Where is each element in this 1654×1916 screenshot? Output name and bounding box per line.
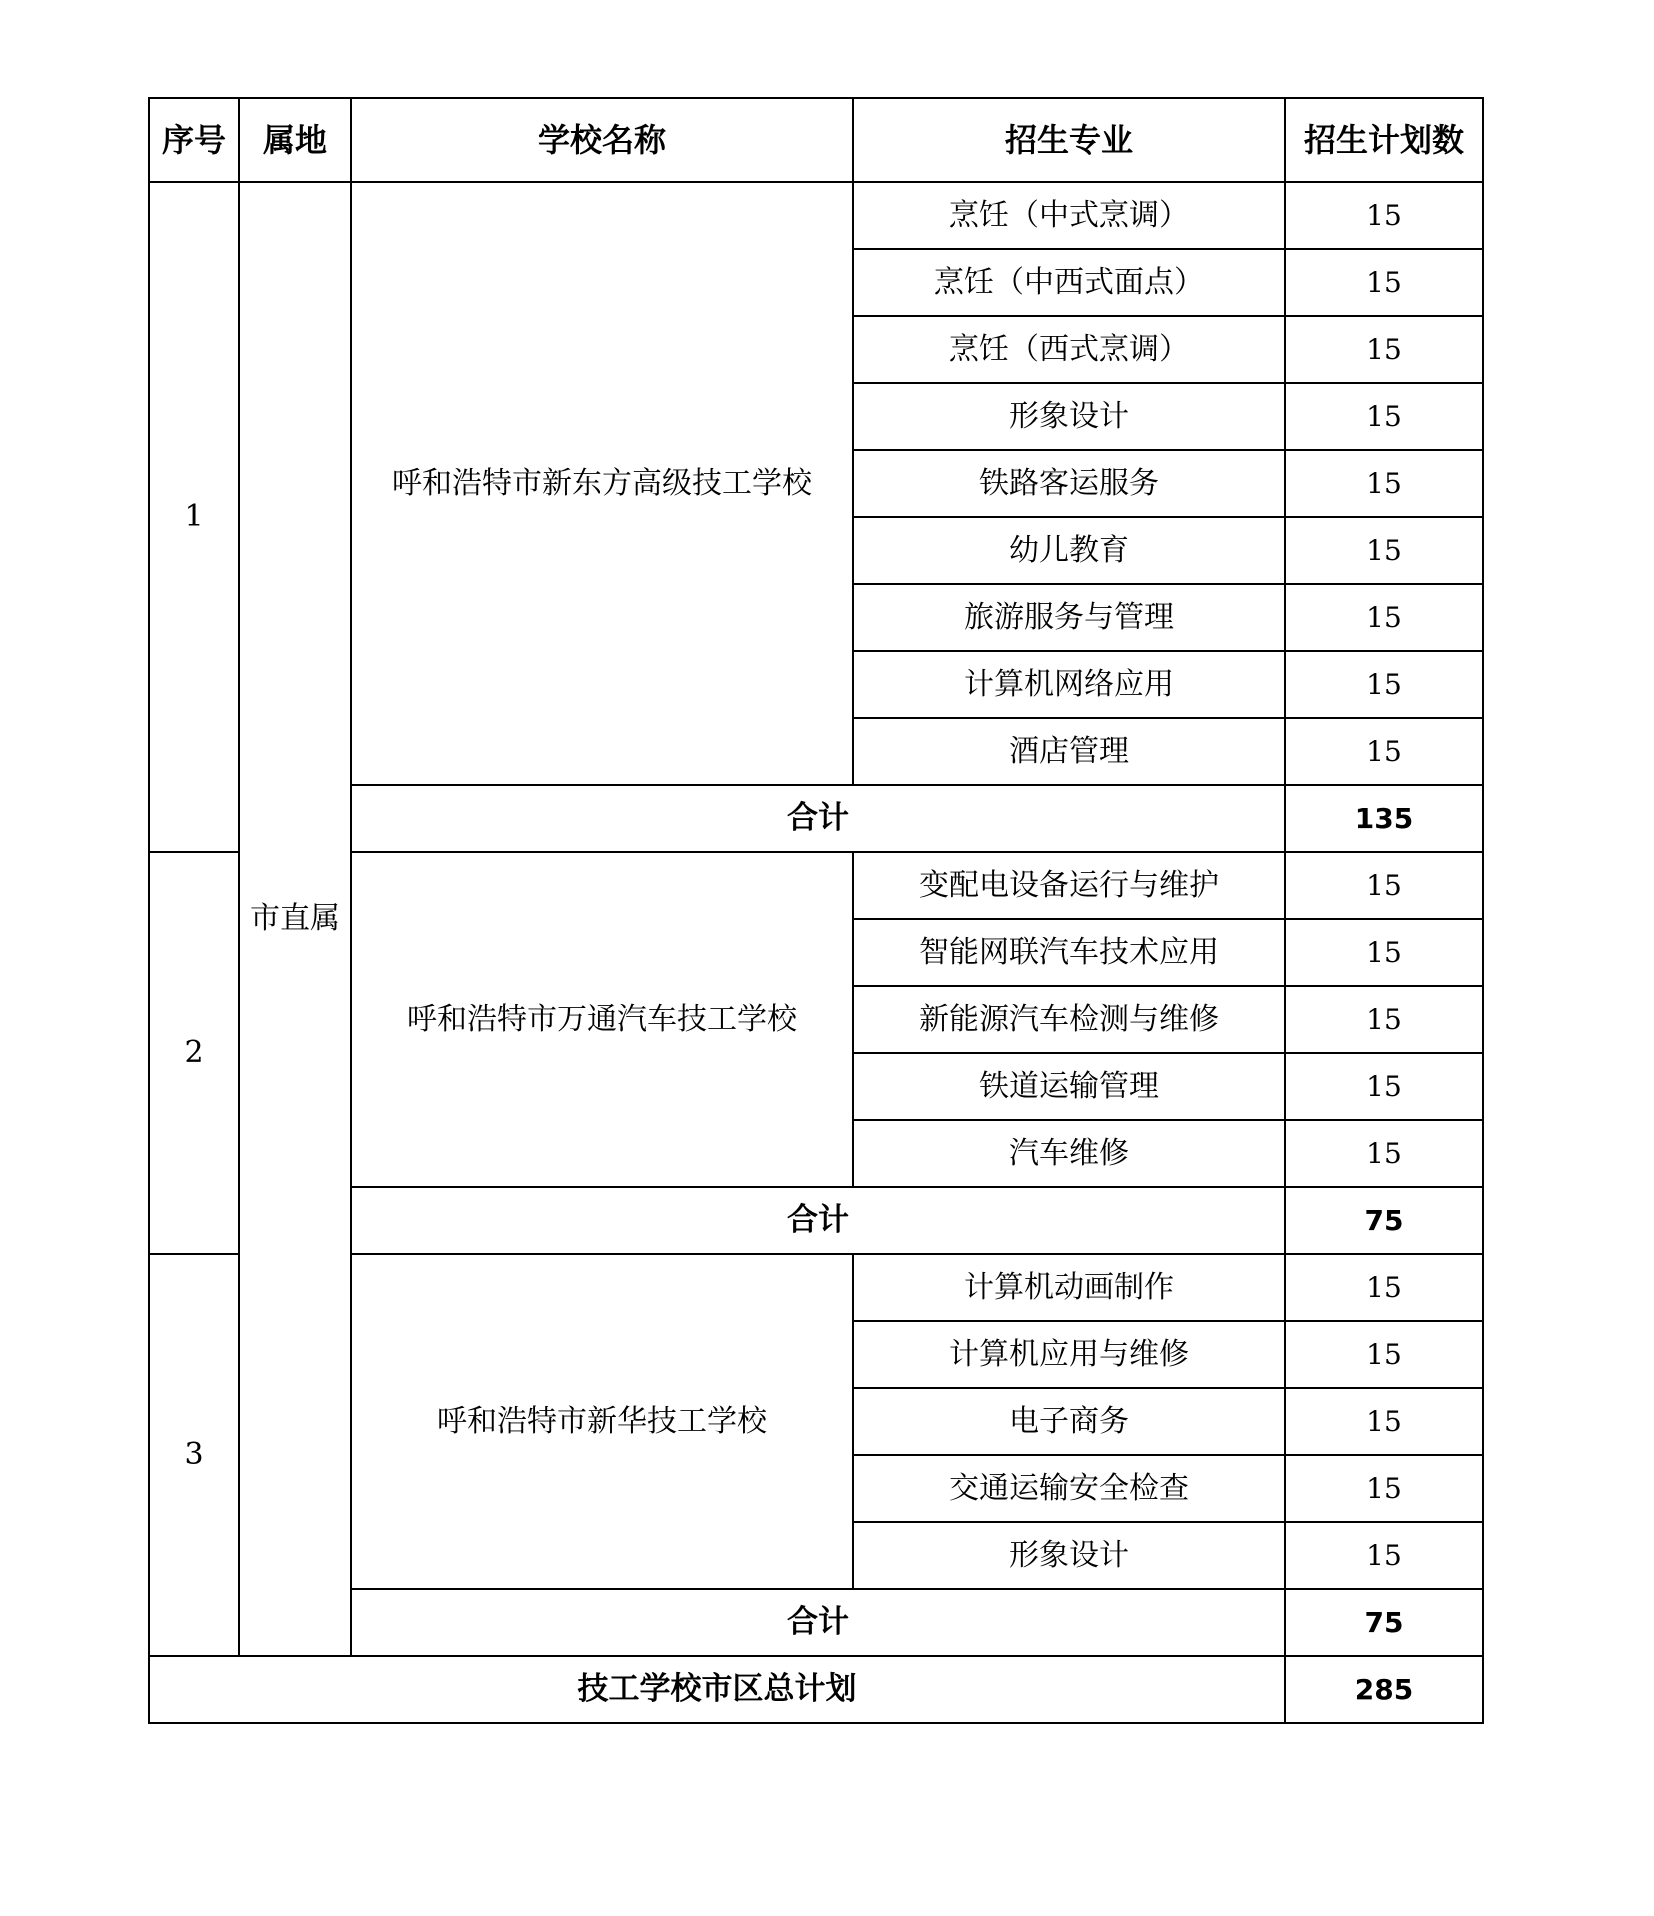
seq-cell: 2	[149, 852, 239, 1254]
major-cell: 智能网联汽车技术应用	[853, 919, 1285, 986]
school-name-cell: 呼和浩特市万通汽车技工学校	[351, 852, 853, 1187]
major-cell: 交通运输安全检查	[853, 1455, 1285, 1522]
plan-cell: 15	[1285, 584, 1483, 651]
major-cell: 幼儿教育	[853, 517, 1285, 584]
major-cell: 计算机应用与维修	[853, 1321, 1285, 1388]
table-row	[149, 182, 1483, 249]
table-body	[149, 98, 1483, 1723]
subtotal-value: 75	[1285, 1187, 1483, 1254]
region-cell: 市直属	[239, 182, 351, 1656]
major-cell: 酒店管理	[853, 718, 1285, 785]
major-cell: 铁路客运服务	[853, 450, 1285, 517]
plan-cell: 15	[1285, 718, 1483, 785]
header-plan: 招生计划数	[1285, 98, 1483, 182]
grand-total-row	[149, 1656, 1483, 1723]
plan-cell: 15	[1285, 1321, 1483, 1388]
subtotal-label: 合计	[351, 785, 1285, 852]
plan-cell: 15	[1285, 1455, 1483, 1522]
plan-cell: 15	[1285, 450, 1483, 517]
major-cell: 烹饪（西式烹调）	[853, 316, 1285, 383]
plan-cell: 15	[1285, 1522, 1483, 1589]
header-seq: 序号	[149, 98, 239, 182]
plan-cell: 15	[1285, 316, 1483, 383]
header-school: 学校名称	[351, 98, 853, 182]
plan-cell: 15	[1285, 986, 1483, 1053]
major-cell: 烹饪（中西式面点）	[853, 249, 1285, 316]
header-major: 招生专业	[853, 98, 1285, 182]
subtotal-value: 135	[1285, 785, 1483, 852]
major-cell: 形象设计	[853, 1522, 1285, 1589]
major-cell: 形象设计	[853, 383, 1285, 450]
major-cell: 铁道运输管理	[853, 1053, 1285, 1120]
subtotal-value: 75	[1285, 1589, 1483, 1656]
plan-cell: 15	[1285, 249, 1483, 316]
plan-cell: 15	[1285, 1053, 1483, 1120]
plan-cell: 15	[1285, 919, 1483, 986]
plan-cell: 15	[1285, 517, 1483, 584]
major-cell: 变配电设备运行与维护	[853, 852, 1285, 919]
subtotal-label: 合计	[351, 1589, 1285, 1656]
plan-cell: 15	[1285, 383, 1483, 450]
plan-cell: 15	[1285, 1388, 1483, 1455]
plan-cell: 15	[1285, 182, 1483, 249]
enrollment-plan-table	[148, 97, 1484, 1724]
seq-cell: 3	[149, 1254, 239, 1656]
seq-cell: 1	[149, 182, 239, 852]
header-row	[149, 98, 1483, 182]
major-cell: 汽车维修	[853, 1120, 1285, 1187]
major-cell: 计算机动画制作	[853, 1254, 1285, 1321]
header-region: 属地	[239, 98, 351, 182]
plan-cell: 15	[1285, 1120, 1483, 1187]
major-cell: 计算机网络应用	[853, 651, 1285, 718]
major-cell: 电子商务	[853, 1388, 1285, 1455]
plan-cell: 15	[1285, 852, 1483, 919]
major-cell: 新能源汽车检测与维修	[853, 986, 1285, 1053]
grand-total-label: 技工学校市区总计划	[149, 1656, 1285, 1723]
grand-total-value: 285	[1285, 1656, 1483, 1723]
plan-cell: 15	[1285, 651, 1483, 718]
school-name-cell: 呼和浩特市新华技工学校	[351, 1254, 853, 1589]
school-name-cell: 呼和浩特市新东方高级技工学校	[351, 182, 853, 785]
plan-cell: 15	[1285, 1254, 1483, 1321]
major-cell: 旅游服务与管理	[853, 584, 1285, 651]
subtotal-label: 合计	[351, 1187, 1285, 1254]
major-cell: 烹饪（中式烹调）	[853, 182, 1285, 249]
